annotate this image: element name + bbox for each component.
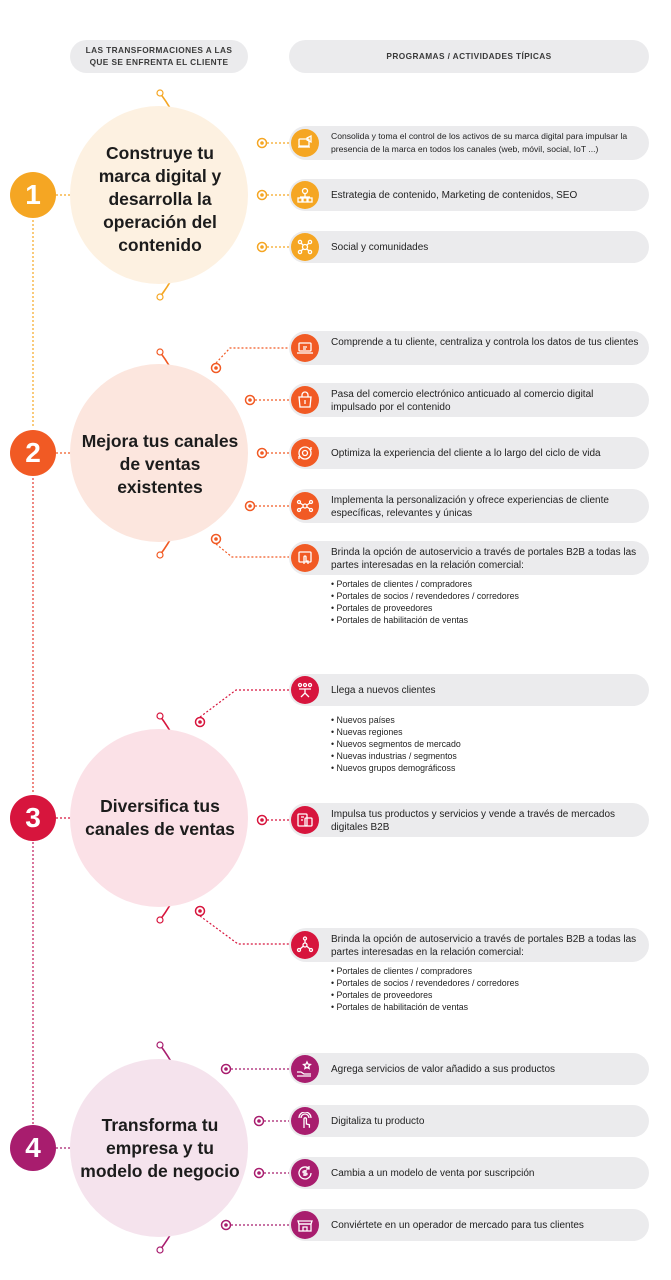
self-service-touch-icon: [291, 544, 319, 572]
marketplace-store-icon: [291, 1211, 319, 1239]
header-transformations-label: LAS TRANSFORMACIONES A LAS QUE SE ENFRENTA EL CLIENTE: [85, 45, 233, 67]
bullet-item: • Portales de clientes / compradores: [331, 578, 631, 590]
activity-text-2-3: Optimiza la experiencia del cliente a lo largo del ciclo de vida: [331, 448, 601, 459]
activity-text-4-2: Digitaliza tu producto: [331, 1116, 425, 1127]
touch-digital-icon: [291, 1107, 319, 1135]
step-number-4: 4: [10, 1125, 56, 1171]
header-programs-label: PROGRAMAS / ACTIVIDADES TÍPICAS: [386, 50, 552, 61]
activity-text-4-1: Agrega servicios de valor añadido a sus productos: [331, 1064, 556, 1075]
activity-text-2-2: Pasa del comercio electrónico anticuado al comercio digital impulsado por el contenido: [331, 389, 594, 413]
bullet-item: • Nuevos países: [331, 714, 631, 726]
bullet-item: • Portales de socios / revendedores / corredores: [331, 977, 631, 989]
bullet-item: • Portales de proveedores: [331, 989, 631, 1001]
activity-text-4-3: Cambia a un modelo de venta por suscripción: [331, 1168, 535, 1179]
bullet-item: • Portales de habilitación de ventas: [331, 1001, 631, 1013]
transformation-title-4: Transforma tu empresa y tu modelo de negocio: [80, 1115, 240, 1181]
lifecycle-gear-icon: [291, 439, 319, 467]
bullet-item: • Nuevas regiones: [331, 726, 631, 738]
laptop-data-icon: [291, 334, 319, 362]
subscription-dollar-icon: [291, 1159, 319, 1187]
activity-text-2-4: Implementa la personalización y ofrece experiencias de cliente específicas, relevantes y únicas: [331, 495, 609, 519]
social-network-icon: [291, 233, 319, 261]
transformation-title-3: Diversifica tus canales de ventas: [85, 796, 235, 839]
shopping-bag-icon: [291, 386, 319, 414]
bullet-item: • Portales de clientes / compradores: [331, 965, 631, 977]
activity-text-1-2: Estrategia de contenido, Marketing de contenidos, SEO: [331, 190, 578, 201]
b2b-network-icon: [291, 931, 319, 959]
new-customers-icon: [291, 676, 319, 704]
personalization-network-icon: [291, 492, 319, 520]
step-number-3: 3: [10, 795, 56, 841]
bullet-item: • Portales de proveedores: [331, 602, 631, 614]
step-number-1: 1: [10, 172, 56, 218]
activity-text-3-1: Llega a nuevos clientes: [331, 685, 436, 696]
bullet-item: • Nuevas industrias / segmentos: [331, 750, 631, 762]
transformation-title-2: Mejora tus canales de ventas existentes: [81, 431, 239, 497]
transformation-title-1: Construye tu marca digital y desarrolla la operación del contenido: [98, 143, 222, 255]
activity-text-2-5: Brinda la opción de autoservicio a través de portales B2B a todas las partes interesadas en la relación comercial:: [331, 547, 637, 571]
bullet-item: • Nuevos grupos demográficoss: [331, 762, 631, 774]
activity-text-1-3: Social y comunidades: [331, 242, 429, 253]
activity-text-2-1: Comprende a tu cliente, centraliza y controla los datos de tus clientes: [331, 337, 639, 348]
activity-text-3-2: Impulsa tus productos y servicios y vende a través de mercados digitales B2B: [331, 809, 616, 833]
hand-star-icon: [291, 1055, 319, 1083]
bullet-list-2-5: [331, 578, 631, 626]
megaphone-laptop-icon: [291, 129, 319, 157]
bullet-item: • Nuevos segmentos de mercado: [331, 738, 631, 750]
activity-text-1-1: Consolida y toma el control de los activos de su marca digital para impulsar la presencia de la marca en todos los canales (web, móvil, social, IoT ...): [331, 131, 628, 154]
bullet-list-3-3: [331, 965, 631, 1013]
activity-text-3-3: Brinda la opción de autoservicio a través de portales B2B a todas las partes interesadas en la relación comercial:: [331, 934, 637, 958]
bullet-list-3-1: [331, 714, 631, 774]
step-number-2: 2: [10, 430, 56, 476]
digital-marketplace-icon: [291, 806, 319, 834]
bullet-item: • Portales de socios / revendedores / corredores: [331, 590, 631, 602]
activity-text-4-4: Conviértete en un operador de mercado para tus clientes: [331, 1220, 584, 1231]
bullet-item: • Portales de habilitación de ventas: [331, 614, 631, 626]
idea-team-icon: [291, 181, 319, 209]
